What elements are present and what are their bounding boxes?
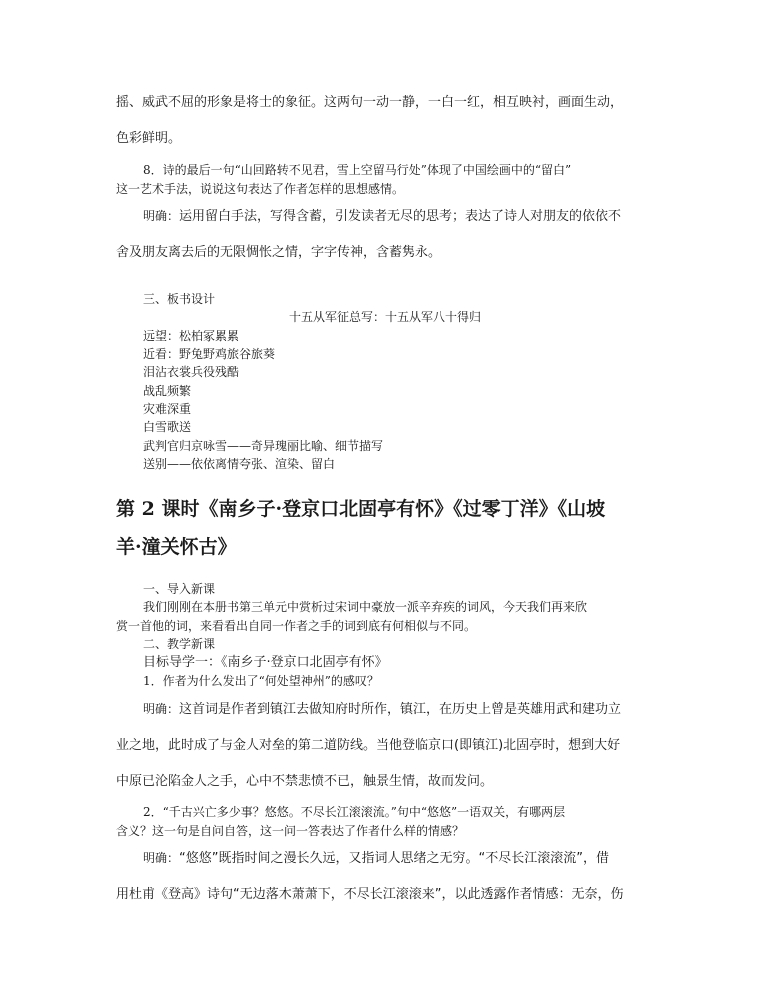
board-line: 泪沾衣裳兵役残酷 — [143, 365, 240, 379]
answer-text: “悠悠”既指时间之漫长久远，又指词人思绪之无穷。“不尽长江滚滚流”，借 — [179, 851, 609, 866]
answer-1 — [143, 700, 621, 719]
board-line: 远望：松柏冢累累 — [143, 329, 240, 343]
answer-1-cont: 中原已沦陷金人之手，心中不禁悲愤不已，触景生情，故而发问。 — [116, 774, 494, 789]
intro-line: 赏一首他的词，来看看出自同一作者之手的词到底有何相似与不同。 — [116, 619, 477, 633]
answer-8-cont: 舍及朋友离去后的无限惆怅之情，字字传神，含蓄隽永。 — [116, 245, 442, 260]
question-1: 1．作者为什么发出了“何处望神州”的感叹？ — [143, 674, 379, 688]
question-8: 8．诗的最后一句“山回路转不见君，雪上空留马行处”体现了中国绘画中的“留白” — [143, 163, 572, 177]
paragraph-line: 摇、威武不屈的形象是将士的象征。这两句一动一静，一白一红，相互映衬，画面生动， — [116, 95, 624, 110]
answer-text: 运用留白手法，写得含蓄，引发读者无尽的思考；表达了诗人对朋友的依依不 — [179, 209, 622, 224]
board-heading: 三、板书设计 — [143, 292, 216, 306]
question-2: 2．“千古兴亡多少事？悠悠。不尽长江滚滚流。”句中“悠悠”一语双关，有哪两层 — [143, 805, 566, 819]
teach-heading: 二、教学新课 — [143, 637, 216, 651]
board-line: 近看：野兔野鸡旅谷旅葵 — [143, 347, 276, 361]
intro-line: 我们刚刚在本册书第三单元中赏析过宋词中豪放一派辛弃疾的词风，今天我们再来欣 — [143, 600, 588, 614]
paragraph-line: 色彩鲜明。 — [116, 131, 182, 146]
board-line: 白雪歌送 — [143, 420, 192, 434]
answer-2-cont: 用杜甫《登高》诗句“无边落木萧萧下，不尽长江滚滚来”，以此透露作者情感：无奈，伤 — [116, 887, 624, 902]
lesson-title-cont: 羊·潼关怀古》 — [116, 536, 237, 558]
question-8-cont: 这一艺术手法，说说这句表达了作者怎样的思想感情。 — [116, 182, 405, 196]
board-line: 战乱频繁 — [143, 384, 192, 398]
answer-1-cont: 业之地，此时成了与金人对垒的第二道防线。当他登临京口(即镇江)北固亭时，想到大好 — [116, 738, 621, 753]
board-center-line: 十五从军征总写：十五从军八十得归 — [288, 310, 481, 324]
answer-2 — [143, 849, 609, 868]
answer-label: 明确： — [143, 209, 180, 223]
answer-label: 明确： — [143, 851, 180, 865]
intro-heading: 一、导入新课 — [143, 582, 216, 596]
board-line: 送别——依依离情夸张、渲染、留白 — [143, 457, 336, 471]
lesson-title: 第 2 课时《南乡子·登京口北固亭有怀》《过零丁洋》《山坡 — [116, 498, 606, 520]
answer-8 — [143, 207, 621, 226]
goal-heading: 目标导学一：《南乡子·登京口北固亭有怀》 — [143, 655, 388, 670]
question-2-cont: 含义？这一句是自问自答，这一问一答表达了作者什么样的情感？ — [116, 824, 465, 838]
board-line: 武判官归京咏雪——奇异瑰丽比喻、细节描写 — [143, 439, 384, 453]
answer-label: 明确： — [143, 702, 180, 716]
board-line: 灾难深重 — [143, 402, 192, 416]
answer-text: 这首词是作者到镇江去做知府时所作，镇江，在历史上曾是英雄用武和建功立 — [179, 702, 622, 717]
